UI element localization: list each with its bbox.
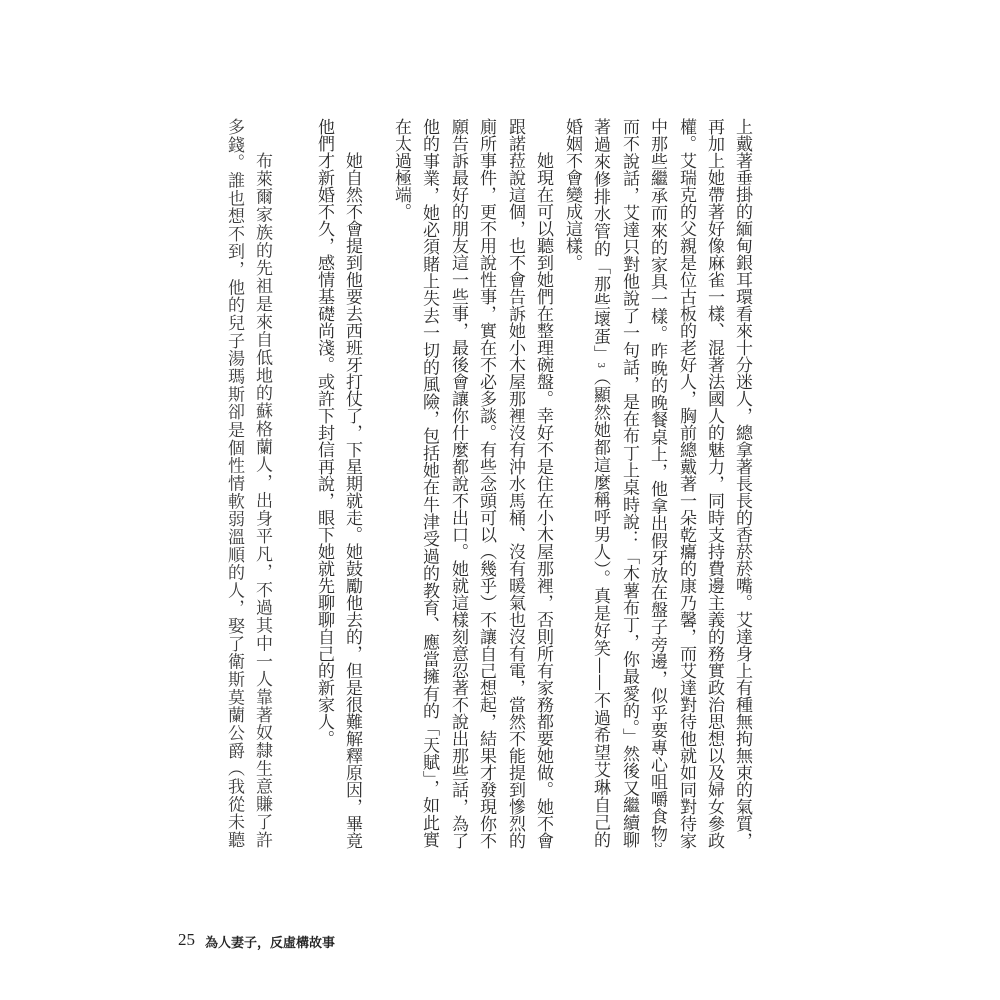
- text-column: [248, 152, 276, 848]
- text-column: [338, 152, 366, 848]
- column-text: 而不說話，艾達只對他說了一句話，是在布丁上桌時說：「木薯布丁，你最愛的。」然後又繼續聊: [619, 118, 639, 848]
- text-column: [586, 118, 614, 848]
- text-column: [529, 152, 557, 848]
- column-text: 她自然不會提到他要去西班牙打仗了，下星期就走。她鼓勵他去的，但是很難解釋原因，畢竟: [342, 152, 362, 849]
- text-column: [220, 118, 248, 848]
- column-text: 願告訴最好的朋友這一些事，最後會讓你什麼都說不出口。她就這樣刻意忍著不說出那些話，為了: [448, 118, 468, 849]
- text-column: [728, 118, 756, 848]
- running-title: 為人妻子，反虛構故事: [205, 936, 336, 951]
- text-column: [643, 118, 671, 848]
- column-text: 在太過極端。: [391, 118, 411, 220]
- page-number: 25: [178, 930, 195, 949]
- text-column: [444, 118, 472, 848]
- column-text: 權。艾瑞克的父親是位古板的老好人，胸前總戴著一朵乾癟的康乃馨，而艾達對待他就如同對待家: [676, 118, 696, 849]
- column-text: 再加上她帶著好像麻雀一樣、混著法國人的魅力，同時支持費邊主義的務實政治思想以及婦女參政: [704, 118, 724, 849]
- column-text: 跟諾菈說這個，也不會告訴她小木屋那裡沒有沖水馬桶、沒有暖氣也沒有電，當然不能提到慘烈的: [505, 118, 525, 849]
- text-column: [415, 118, 443, 848]
- column-text: 他們才新婚不久，感情基礎尚淺。或許下封信再說，眼下她就先聊聊自己的新家人。: [314, 118, 334, 747]
- footnote-marker[interactable]: 2: [652, 842, 662, 848]
- column-text: 中那些繼承而來的家具一樣。昨晚的晚餐桌上，他拿出假牙放在盤子旁邊，似乎要專心咀嚼食物: [647, 118, 667, 843]
- text-column: [387, 118, 415, 848]
- text-column: [472, 118, 500, 848]
- column-text: 廁所事件，更不用說性事，實在不必多談。有些念頭可以（幾乎）不讓自己想起，結果才發現你不: [476, 118, 496, 849]
- text-column: [615, 118, 643, 848]
- footnote-marker[interactable]: 3: [595, 362, 605, 369]
- text-column: [700, 118, 728, 848]
- column-text: 他的事業，她必須賭上失去一切的風險，包括她在牛津受過的教育、應當擁有的「天賦」，如此實: [419, 118, 439, 848]
- text-column: [672, 118, 700, 848]
- column-text: 婚姻不會變成這樣。: [562, 118, 582, 271]
- column-text: 她現在可以聽到她們在整理碗盤。幸好不是住在小木屋那裡，否則所有家務都要她做。她不會: [533, 152, 553, 849]
- column-text: 著過來修排水管的「那些壞蛋」: [590, 118, 610, 363]
- column-text: 布萊爾家族的先祖是來自低地的蘇格蘭人，出身平凡，不過其中一人靠著奴隸生意賺了許: [252, 152, 272, 848]
- text-column: [310, 118, 338, 848]
- column-text: 多錢。誰也想不到，他的兒子湯瑪斯卻是個性情軟弱溫順的人，娶了衛斯莫蘭公爵（我從未聽: [224, 118, 244, 848]
- column-text: （顯然她都這麼稱呼男人）。真是好笑——不過希望艾琳自己的: [590, 368, 610, 849]
- text-column: [501, 118, 529, 848]
- text-column: [558, 118, 586, 848]
- column-text: 上戴著垂掛的緬甸銀耳環看來十分迷人，總拿著長長的香菸菸嘴。艾達身上有種無拘無束的氣質，: [732, 118, 752, 849]
